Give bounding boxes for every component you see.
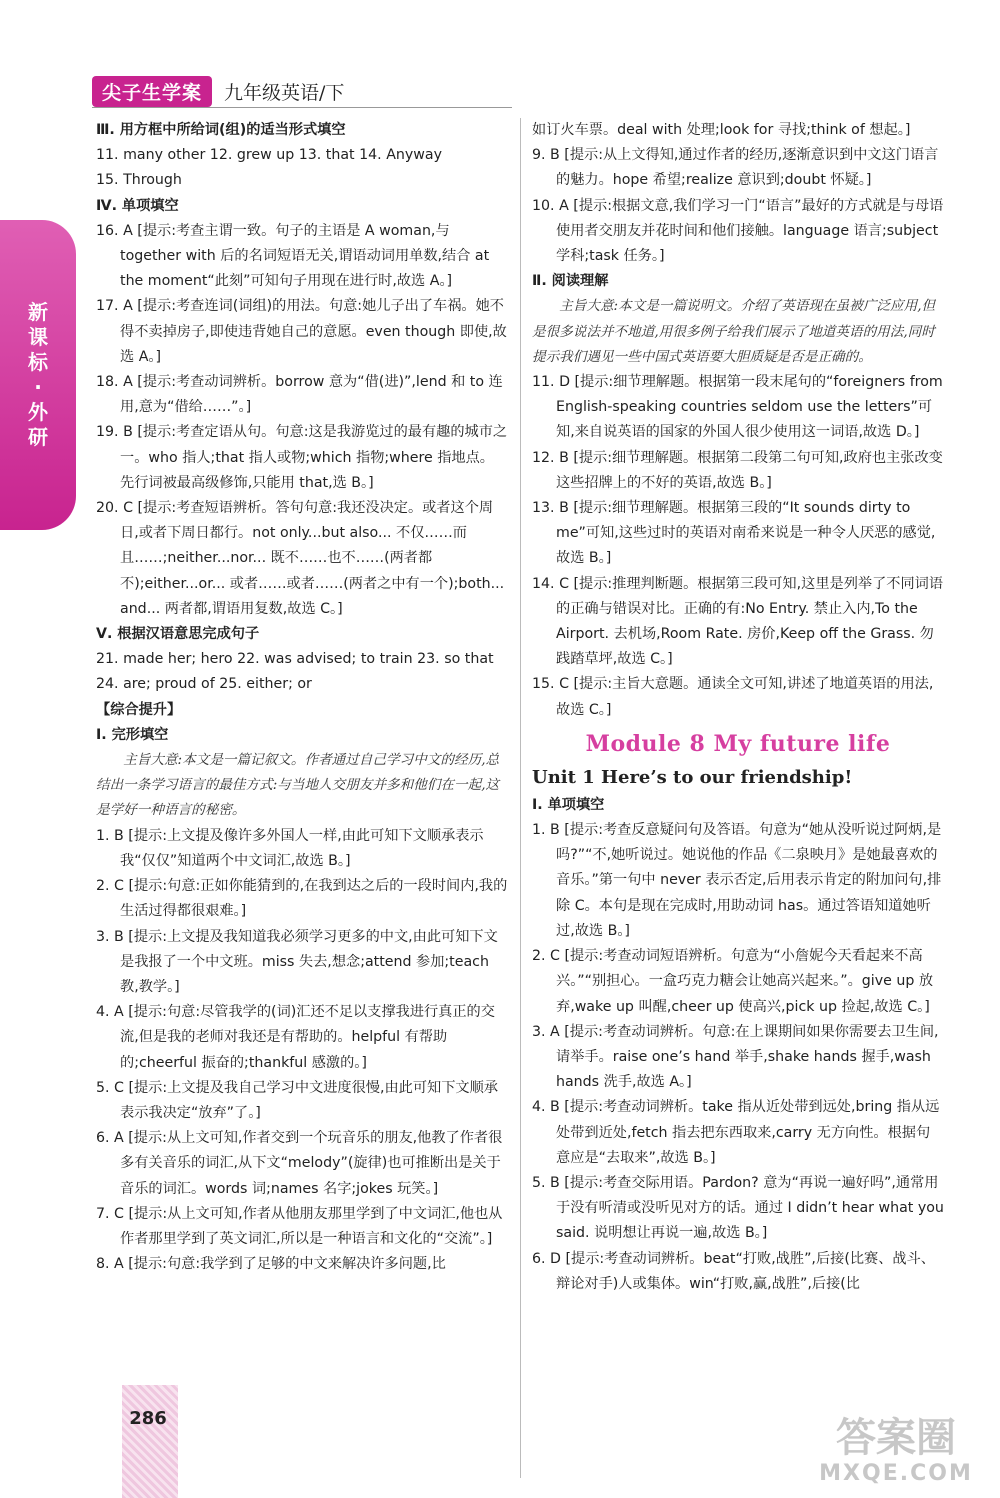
section-heading: Ⅰ. 完形填空 [96,726,169,743]
answer-item: 2. C [提示:句意:正如你能猜到的,在我到达之后的一段时间内,我的生活过得都很艰难。] [96,878,508,920]
answer-item: 3. A [提示:考查动词辨析。句意:在上课期间如果你需要去卫生间,请举手。raise one’s hand 举手,shake hands 握手,wash hands 洗手,故选 A。] [532,1023,939,1091]
side-tab-char: · [34,375,42,399]
answer-item: 12. B [提示:细节理解题。根据第二段第二句可知,政府也主张改变这些招牌上的不好的英语,故选 B。] [532,449,943,491]
left-column [96,118,508,1277]
answer-item: 14. C [提示:推理判断题。根据第三段可知,这里是列举了不同词语的正确与错误对比。正确的有:No Entry. 禁止入内,To the Airport. 去机场,Room Rate. 房价,Keep off the Grass. 勿践踏草坪,故选 C。] [532,575,944,668]
section-heading: Ⅱ. 阅读理解 [532,273,609,290]
answer-item: 6. D [提示:考查动词辨析。beat“打败,战胜”,后接(比赛、战斗、辩论对手)人或集体。win“打败,赢,战胜”,后接(比 [532,1250,935,1292]
answer-item: 3. B [提示:上文提及我知道我必须学习更多的中文,由此可知下文是我报了一个中文班。miss 失去,想念;attend 参加;teach 教,教学。] [96,928,498,995]
answer-item: 7. C [提示:从上文可知,作者从他朋友那里学到了中文词汇,他也从作者那里学到了英文词汇,所以是一种语言和文化的“交流”。] [96,1205,503,1247]
right-column [532,118,944,1297]
answer-item: 20. C [提示:考查短语辨析。答句句意:我还没决定。或者这个周日,或者下周日都行。not only...but also... 不仅……而且……;neither...nor... 既不……也不……(两者都不);either...or... 或者……或者……(两者之中有一个);both... and... 两者都,谓语用复数,故选 C。] [96,500,505,617]
side-tab-char: 研 [28,425,48,449]
answer-item: 8. A [提示:句意:我学到了足够的中文来解决许多问题,比 [96,1256,446,1273]
answer-item: 16. A [提示:考查主谓一致。句子的主语是 A woman,与 together with 后的名词短语无关,谓语动词用单数,结合 at the moment“此刻”可知句子用现在进行时,故选 A。] [96,222,490,290]
side-tab-char: 新 [28,300,48,324]
side-tab-char: 外 [28,400,48,424]
section-heading: Ⅲ. 用方框中所给词(组)的适当形式填空 [96,122,346,138]
answer-item: 5. B [提示:考查交际用语。Pardon? 意为“再说一遍好吗”,通常用于没有听清或没听见对方的话。通过 I didn’t hear what you said. 说明想让再说一遍,故选 B。] [532,1174,944,1242]
answer-item: 4. A [提示:句意:尽管我学的(词)汇还不足以支撑我进行真正的交流,但是我的老师对我还是有帮助的。helpful 有帮助的;cheerful 振奋的;thankful 感激的。] [96,1004,495,1071]
watermark-logo [806,1415,986,1495]
header-rule [92,107,512,108]
answer-item: 2. C [提示:考查动词短语辨析。句意为“小詹妮今天看起来不高兴。”“别担心。一盒巧克力糖会让她高兴起来。”。give up 放弃,wake up 叫醒,cheer up 使高兴,pick up 捡起,故选 C。] [532,948,934,1015]
answer-item: 5. C [提示:上文提及我自己学习中文进度很慢,由此可知下文顺承表示我决定“放弃”了。] [96,1079,498,1121]
answer-item: 1. B [提示:考查反意疑问句及答语。句意为“她从没听说过阿炳,是吗?”“不,她听说过。她说他的作品《二泉映月》是她最喜欢的音乐。”第一句中 never 表示否定,后用表示肯定的附加问句,排除 C。本句是现在完成时,用助动词 has。通过答语知道她听过,故选 B。] [532,822,942,939]
unit-title: Unit 1 Here’s to our friendship! [532,766,853,788]
side-tab-char: 课 [28,325,48,349]
section-heading: Ⅰ. 单项填空 [532,796,605,813]
answer-item: 24. are; proud of 25. either; or [96,676,312,693]
answer-item: 13. B [提示:细节理解题。根据第三段的“It sounds dirty to me”可知,这些过时的英语对南希来说是一种令人厌恶的感觉,故选 B。] [532,500,936,567]
side-tab-char: 标 [28,350,48,374]
watermark-url: MXQE.COM [819,1461,973,1486]
page-number: 286 [129,1407,167,1429]
answer-item: 19. B [提示:考查定语从句。句意:这是我游览过的最有趣的城市之一。who 指人;that 指人或物;which 指物;where 指地点。先行词被最高级修饰,只能用 that,选 B。] [96,424,508,491]
section-heading: 【综合提升】 [96,701,182,718]
page-header [92,76,344,106]
answer-item: 15. Through [96,172,182,189]
answer-item: 4. B [提示:考查动词辨析。take 指从近处带到远处,bring 指从远处带到近处,fetch 指去把东西取来,carry 无方向性。根据句意应是“去取来”,故选 B。] [532,1099,940,1166]
answer-item: 10. A [提示:根据文意,我们学习一门“语言”最好的方式就是与母语使用者交朋友并花时间和他们接触。language 语言;subject 学科;task 任务。] [532,197,944,265]
answer-item: 9. B [提示:从上文得知,通过作者的经历,逐渐意识到中文这门语言的魅力。hope 希望;realize 意识到;doubt 怀疑。] [532,147,939,189]
answer-item: 如订火车票。deal with 处理;look for 寻找;think of 想起。] [532,122,911,138]
answer-item: 11. D [提示:细节理解题。根据第一段末尾句的“foreigners from English-speaking countries seldom use the letters”可知,来自说英语的国家的外国人很少使用这一词语,故选 D。] [532,374,943,441]
answer-item: 18. A [提示:考查动词辨析。borrow 意为“借(进)”,lend 和 to 连用,意为“借给……”。] [96,374,503,416]
brand-label: 尖子生学案 [92,76,212,107]
main-idea-paragraph: 主旨大意:本文是一篇记叙文。作者通过自己学习中文的经历,总结出一条学习语言的最佳方式:与当地人交朋友并多和他们在一起,这是学好一种语言的秘密。 [96,752,500,819]
module-title: Module 8 My future life [585,730,891,757]
watermark-text: 答案圈 [836,1415,956,1461]
subject-label: 九年级英语/下 [224,81,345,104]
section-heading: Ⅳ. 单项填空 [96,197,179,214]
answer-item: 6. A [提示:从上文可知,作者交到一个玩音乐的朋友,他教了作者很多有关音乐的词汇,从下文“melody”(旋律)也可推断出是关于音乐的词汇。words 词;names 名字;jokes 玩笑。] [96,1130,503,1197]
answer-item: 21. made her; hero 22. was advised; to train 23. so that [96,651,494,668]
column-divider [520,118,521,1478]
answer-item: 11. many other 12. grew up 13. that 14. Anyway [96,147,442,164]
answer-item: 15. C [提示:主旨大意题。通读全文可知,讲述了地道英语的用法,故选 C。] [532,676,934,718]
main-idea-paragraph: 主旨大意:本文是一篇说明文。介绍了英语现在虽被广泛应用,但是很多说法并不地道,用很多例子给我们展示了地道英语的用法,同时提示我们遇见一些中国式英语要大胆质疑是否是正确的。 [532,298,936,365]
section-heading: Ⅴ. 根据汉语意思完成句子 [96,626,260,643]
side-tab [0,220,76,530]
answer-item: 1. B [提示:上文提及像许多外国人一样,由此可知下文顺承表示我“仅仅”知道两个中文词汇,故选 B。] [96,827,484,869]
answer-item: 17. A [提示:考查连词(词组)的用法。句意:她儿子出了车祸。她不得不卖掉房子,即使违背她自己的意愿。even though 即使,故选 A。] [96,298,507,365]
